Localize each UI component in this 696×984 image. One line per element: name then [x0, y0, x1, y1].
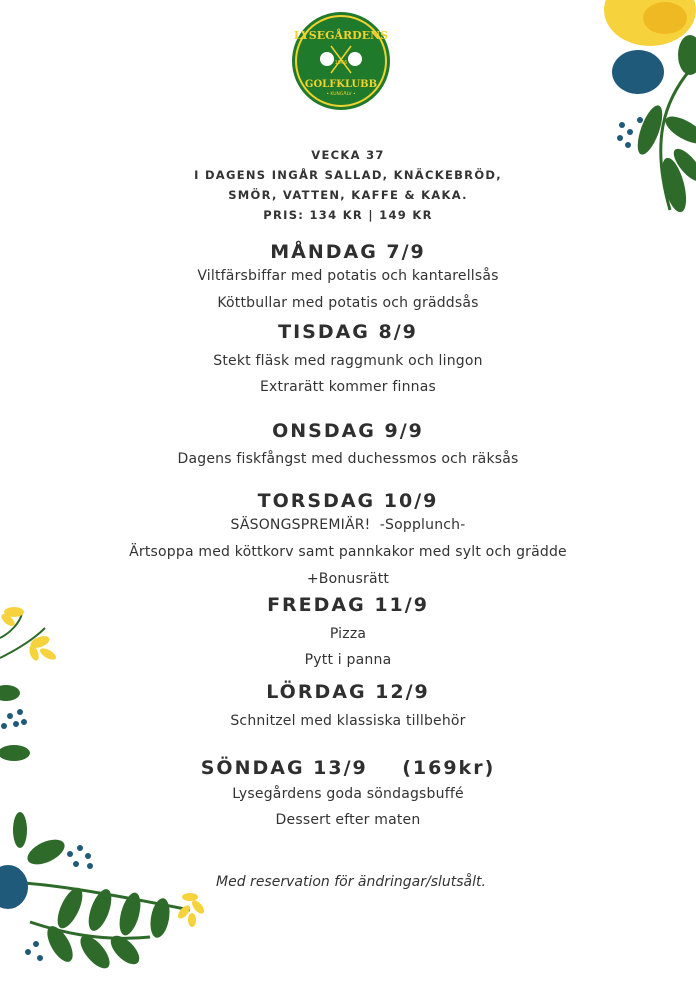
included-line-2: SMÖR, VATTEN, KAFFE & KAKA.	[228, 188, 468, 202]
logo-bottom-text: GOLFKLUBB	[304, 79, 378, 90]
dish-monday-2: Köttbullar med potatis och gräddsås	[217, 295, 479, 311]
day-title-saturday: LÖRDAG 12/9	[266, 681, 430, 703]
reservation-note: Med reservation för ändringar/slutsålt.	[216, 874, 486, 890]
week-label: VECKA 37	[311, 148, 385, 162]
menu-header	[0, 145, 696, 225]
price-label: PRIS: 134 KR | 149 KR	[263, 208, 433, 222]
dish-thursday-2: Ärtsoppa med köttkorv samt pannkakor med sylt och grädde	[129, 544, 567, 560]
logo-year: 1966	[334, 60, 348, 66]
dish-tuesday-2: Extrarätt kommer finnas	[259, 379, 437, 395]
day-title-sunday: SÖNDAG 13/9 (169kr)	[200, 757, 496, 779]
day-title-friday: FREDAG 11/9	[267, 594, 429, 616]
day-title-tuesday: TISDAG 8/9	[278, 321, 418, 343]
included-line-1: I DAGENS INGÅR SALLAD, KNÄCKEBRÖD,	[194, 168, 502, 182]
dish-sunday-2: Dessert efter maten	[275, 812, 421, 828]
floral-decoration-bottom-left	[0, 812, 215, 984]
day-title-monday: MÅNDAG 7/9	[270, 241, 426, 263]
dish-saturday-1: Schnitzel med klassiska tillbehör	[230, 713, 466, 729]
day-title-wednesday: ONSDAG 9/9	[272, 420, 424, 442]
dish-thursday-3: +Bonusrätt	[306, 571, 390, 587]
logo-top-text: LYSEGÅRDENS	[293, 29, 389, 42]
dish-wednesday-1: Dagens fiskfångst med duchessmos och räksås	[177, 451, 519, 467]
dish-friday-2: Pytt i panna	[304, 652, 392, 668]
golfklubb-logo	[291, 11, 391, 111]
dish-monday-1: Viltfärsbiffar med potatis och kantarellsås	[197, 268, 499, 284]
logo-place: • KUNGÄLV •	[326, 92, 356, 97]
dish-tuesday-1: Stekt fläsk med raggmunk och lingon	[213, 353, 483, 369]
day-title-thursday: TORSDAG 10/9	[257, 490, 439, 512]
dish-sunday-1: Lysegårdens goda söndagsbuffé	[232, 786, 464, 802]
dish-thursday-1: SÄSONGSPREMIÄR! -Sopplunch-	[230, 517, 466, 533]
dish-friday-1: Pizza	[329, 626, 367, 642]
